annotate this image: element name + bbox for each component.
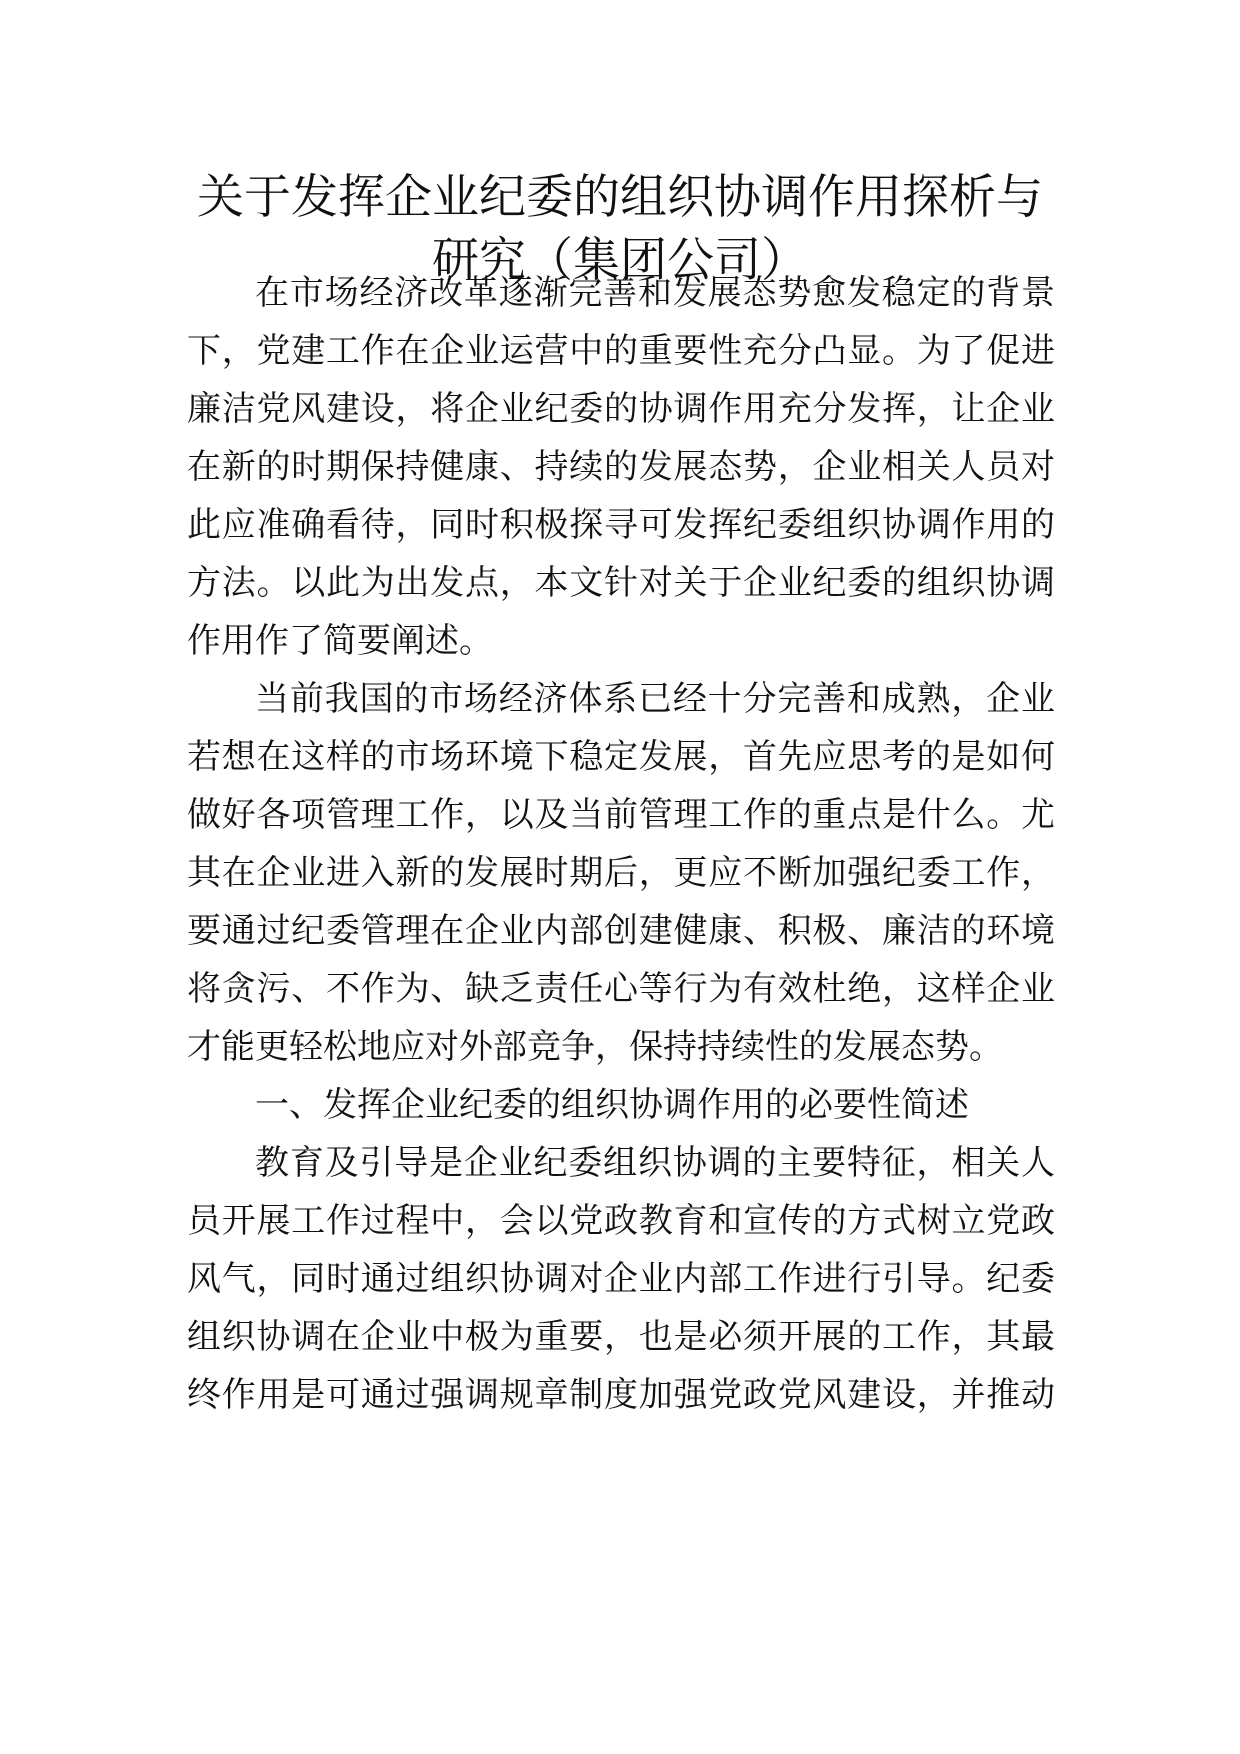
paragraph-2-line-5: 要通过纪委管理在企业内部创建健康、积极、廉洁的环境 (187, 911, 1055, 951)
paragraph-2-line-2: 若想在这样的市场环境下稳定发展，首先应思考的是如何 (187, 737, 1055, 777)
paragraph-3-line-2: 员开展工作过程中，会以党政教育和宣传的方式树立党政 (187, 1201, 1055, 1241)
paragraph-1-line-6: 方法。以此为出发点，本文针对关于企业纪委的组织协调 (187, 563, 1055, 603)
paragraph-2-line-6: 将贪污、不作为、缺乏责任心等行为有效杜绝，这样企业 (187, 969, 1055, 1009)
paragraph-1-line-7: 作用作了简要阐述。 (187, 621, 493, 661)
section-heading-1: 一、发挥企业纪委的组织协调作用的必要性简述 (255, 1085, 969, 1125)
document-title-line-1: 关于发挥企业纪委的组织协调作用探析与 (197, 170, 1043, 225)
paragraph-1-line-5: 此应准确看待，同时积极探寻可发挥纪委组织协调作用的 (187, 505, 1055, 545)
paragraph-2-line-7: 才能更轻松地应对外部竞争，保持持续性的发展态势。 (187, 1027, 1003, 1067)
paragraph-3-line-3: 风气，同时通过组织协调对企业内部工作进行引导。纪委 (187, 1259, 1055, 1299)
paragraph-2-line-4: 其在企业进入新的发展时期后，更应不断加强纪委工作， (187, 853, 1055, 893)
paragraph-1-line-1: 在市场经济改革逐渐完善和发展态势愈发稳定的背景 (255, 273, 1055, 313)
paragraph-3-line-5: 终作用是可通过强调规章制度加强党政党风建设，并推动 (187, 1375, 1055, 1415)
paragraph-3-line-1: 教育及引导是企业纪委组织协调的主要特征，相关人 (255, 1143, 1055, 1183)
paragraph-2-line-3: 做好各项管理工作，以及当前管理工作的重点是什么。尤 (187, 795, 1055, 835)
paragraph-3-line-4: 组织协调在企业中极为重要，也是必须开展的工作，其最 (187, 1317, 1055, 1357)
paragraph-1-line-3: 廉洁党风建设，将企业纪委的协调作用充分发挥，让企业 (187, 389, 1055, 429)
paragraph-2-line-1: 当前我国的市场经济体系已经十分完善和成熟，企业 (255, 679, 1055, 719)
paragraph-1-line-4: 在新的时期保持健康、持续的发展态势，企业相关人员对 (187, 447, 1055, 487)
document-title-line-2: 研究（集团公司） (432, 233, 808, 288)
paragraph-1-line-2: 下，党建工作在企业运营中的重要性充分凸显。为了促进 (187, 331, 1055, 371)
